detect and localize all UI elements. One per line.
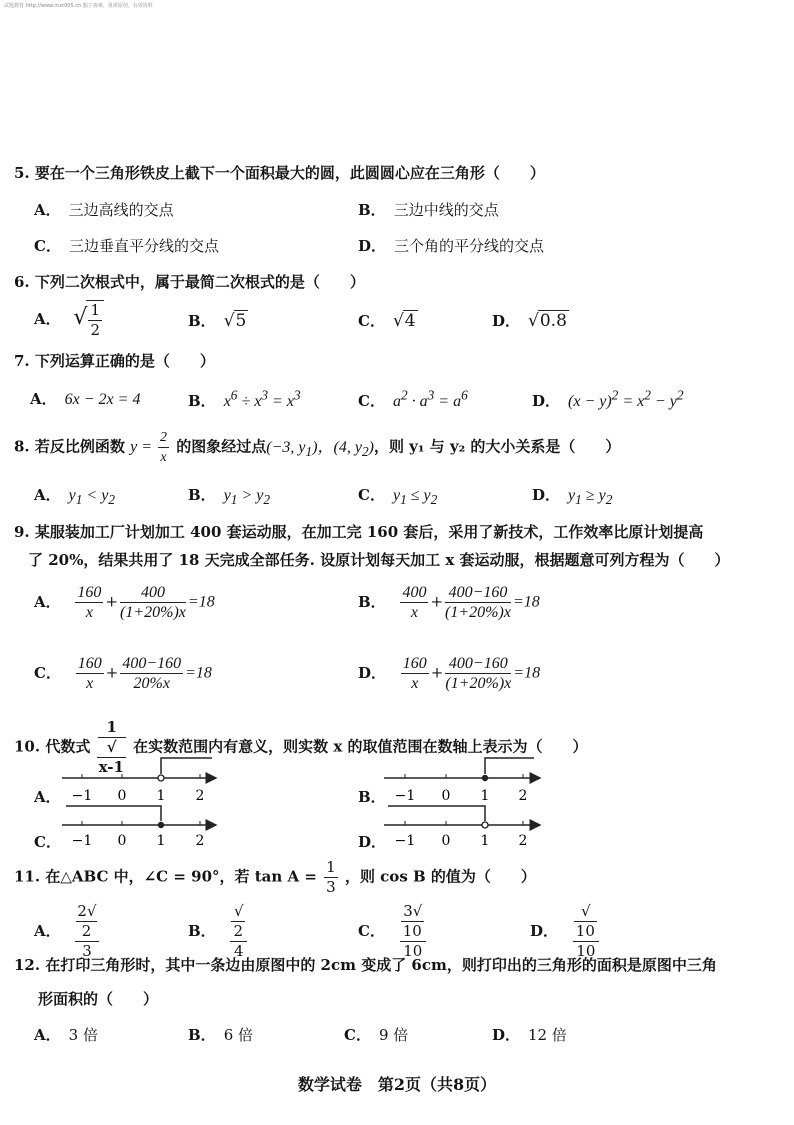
header-text: 试题教育 http://www.mxt005.cn 独立客观、重视原创、有效资料 <box>4 3 153 9</box>
q11-option-c[interactable]: C． 3√ 10 10 <box>358 902 428 961</box>
svg-text:2: 2 <box>518 833 528 849</box>
q5-option-b[interactable]: B． 三边中线的交点 <box>358 201 499 219</box>
q9-option-d[interactable]: D． $\frac{160}{x}$ + $\frac{400-160}{(1+20\%)x}$ =18 <box>358 655 541 692</box>
question-12-line-2: 形面积的（ ） <box>38 990 159 1008</box>
q7-option-c[interactable]: C． $a^2 \cdot a^3 = a^6$ <box>358 388 468 411</box>
page-footer: 数学试卷 第2页（共8页） <box>297 1075 497 1094</box>
svg-text:−1: −1 <box>394 833 416 849</box>
q10-option-b[interactable]: B． <box>358 788 386 806</box>
number-line-d <box>384 806 540 849</box>
q11-option-d[interactable]: D． √ 10 10 <box>530 902 601 961</box>
q9-option-a[interactable]: A． $\frac{160}{x}$ + $\frac{400}{(1+20\%)x}$ =18 <box>34 584 215 621</box>
q8-option-c[interactable]: C． $y_1 \le y_2$ <box>358 486 438 508</box>
svg-text:2: 2 <box>195 833 205 849</box>
q7-option-a[interactable]: A． 6x − 2x = 4 <box>30 390 141 408</box>
svg-text:0: 0 <box>117 788 127 804</box>
q6-option-a[interactable]: A． √ $\frac{1}{2}$ <box>34 300 106 340</box>
q12-option-b[interactable]: B． 6 倍 <box>188 1026 253 1044</box>
question-11: 11. 在△ABC 中，∠C = 90°，若 tan A = $\frac{1}{3}$ ，则 cos B 的值为（ ） <box>14 858 536 896</box>
q11-option-b[interactable]: B． √ 2 4 <box>188 902 249 961</box>
question-10: 10. 代数式 1 √ x-1 在实数范围内有意义，则实数 x 的取值范围在数轴上表示为（ ） <box>14 718 588 776</box>
q9-option-c[interactable]: C． $\frac{160}{x}$ + $\frac{400-160}{20\%x}$ =18 <box>34 655 212 692</box>
svg-text:−1: −1 <box>394 788 416 804</box>
question-6: 6. 下列二次根式中，属于最简二次根式的是（ ） <box>14 273 365 291</box>
svg-text:0: 0 <box>441 833 451 849</box>
q5-option-a[interactable]: A． 三边高线的交点 <box>34 201 174 219</box>
svg-text:0: 0 <box>441 788 451 804</box>
svg-text:1: 1 <box>480 788 490 804</box>
svg-text:2: 2 <box>518 788 528 804</box>
question-12-line-1: 12. 在打印三角形时，其中一条边由原图中的 2cm 变成了 6cm，则打印出的三角形的面积是原图中三角 <box>14 956 717 974</box>
q6-option-c[interactable]: C． √4 <box>358 311 416 331</box>
q7-option-d[interactable]: D． $(x - y)^2 = x^2 - y^2$ <box>532 388 684 411</box>
svg-text:0: 0 <box>117 833 127 849</box>
question-7: 7. 下列运算正确的是（ ） <box>14 352 215 370</box>
q10-option-d[interactable]: D． <box>358 833 387 851</box>
svg-text:1: 1 <box>156 788 166 804</box>
svg-text:−1: −1 <box>71 833 93 849</box>
q8-option-d[interactable]: D． $y_1 \ge y_2$ <box>532 486 613 508</box>
q6-option-b[interactable]: B． √5 <box>188 311 247 331</box>
q8-option-b[interactable]: B． $y_1 > y_2$ <box>188 486 271 508</box>
q10-option-c[interactable]: C． <box>34 833 61 851</box>
q12-option-a[interactable]: A． 3 倍 <box>34 1026 98 1044</box>
question-8: 8. 若反比例函数 y = $\frac{2}{x}$ 的图象经过点(−3, $y_1$)，(4, $y_2$)，则 y₁ 与 y₂ 的大小关系是（ ） <box>14 430 621 465</box>
q7-option-b[interactable]: B． $x^6 \div x^3 = x^3$ <box>188 388 301 411</box>
question-5: 5. 要在一个三角形铁皮上截下一个面积最大的圆，此圆圆心应在三角形（ ） <box>14 164 545 182</box>
q6-option-d[interactable]: D． √0.8 <box>492 311 567 331</box>
svg-text:−1: −1 <box>71 788 93 804</box>
q10-option-a[interactable]: A． <box>34 788 61 806</box>
q12-option-d[interactable]: D． 12 倍 <box>492 1026 567 1044</box>
question-9-line-1: 9. 某服装加工厂计划加工 400 套运动服，在加工完 160 套后，采用了新技术，工作效率比原计划提高 <box>14 523 704 541</box>
svg-text:2: 2 <box>195 788 205 804</box>
q5-option-d[interactable]: D． 三个角的平分线的交点 <box>358 237 545 255</box>
q5-option-c[interactable]: C． 三边垂直平分线的交点 <box>34 237 219 255</box>
q11-option-a[interactable]: A． 2√ 2 3 <box>34 902 97 960</box>
number-line-c <box>62 806 216 849</box>
svg-text:1: 1 <box>480 833 490 849</box>
q8-option-a[interactable]: A． $y_1 < y_2$ <box>34 486 115 508</box>
q9-option-b[interactable]: B． $\frac{400}{x}$ + $\frac{400-160}{(1+20\%)x}$ =18 <box>358 584 540 621</box>
q12-option-c[interactable]: C． 9 倍 <box>344 1026 409 1044</box>
question-9-line-2: 了 20%，结果共用了 18 天完成全部任务. 设原计划每天加工 x 套运动服，根据题意可列方程为（ ） <box>28 551 730 569</box>
svg-text:1: 1 <box>156 833 166 849</box>
